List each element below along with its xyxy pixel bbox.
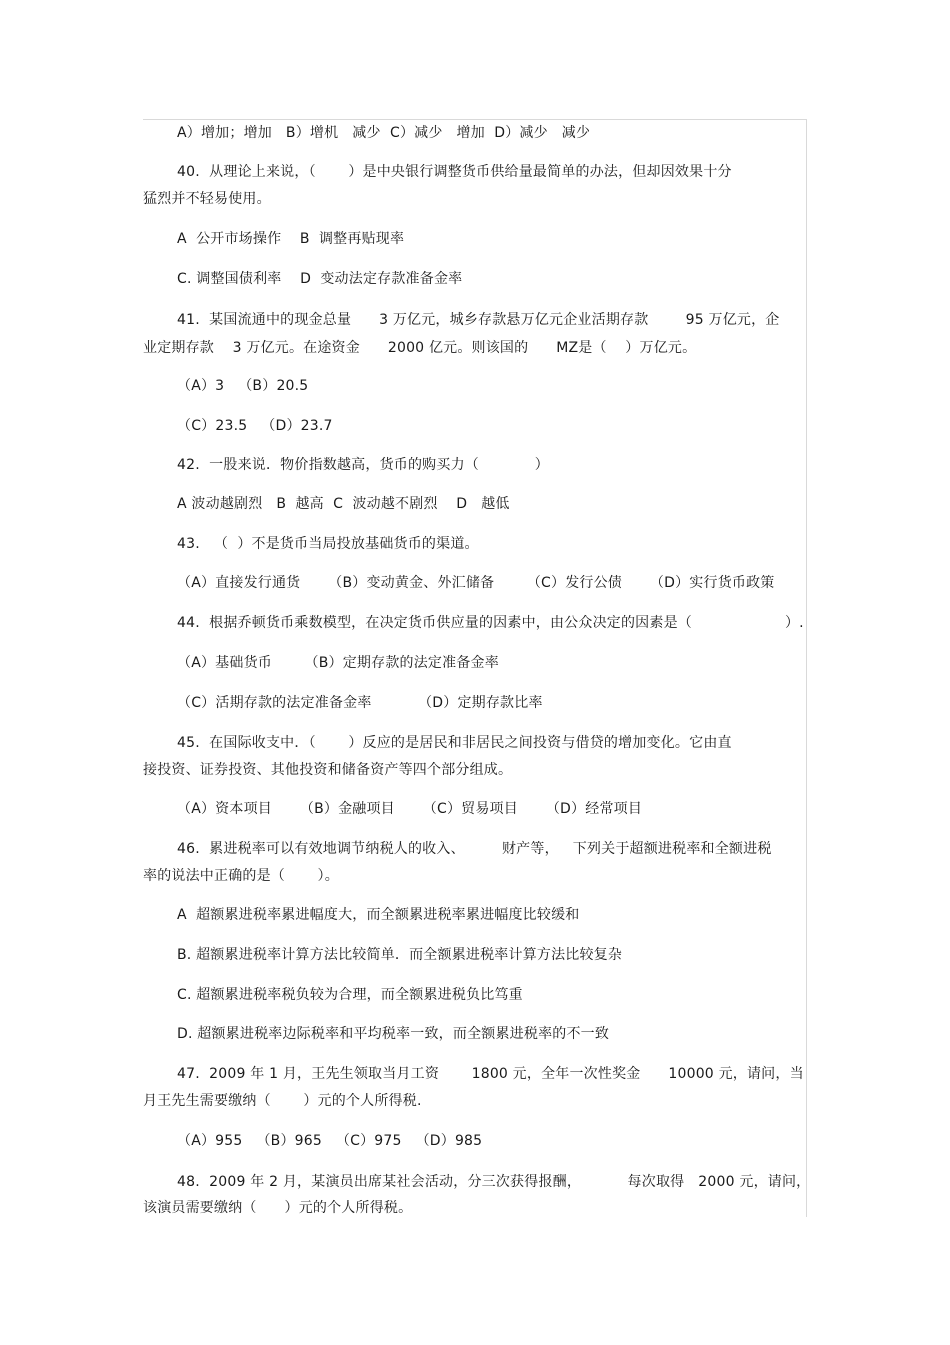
q39-options: A）增加；增加 B）增机 减少 C）减少 增加 D）减少 减少 bbox=[177, 125, 591, 141]
page-frame-right-border bbox=[806, 119, 807, 1217]
q40-options-ab: A 公开市场操作 B 调整再贴现率 bbox=[177, 231, 405, 247]
q44-options-ab: （A）基础货币 （B）定期存款的法定准备金率 bbox=[177, 655, 499, 671]
page-frame-top-border bbox=[143, 119, 807, 120]
q46-option-a: A 超额累进税率累进幅度大，而全额累进税率累进幅度比较缓和 bbox=[177, 907, 580, 923]
q46-stem-line2: 率的说法中正确的是（ ）。 bbox=[143, 868, 339, 884]
q46-option-d: D. 超额累进税率边际税率和平均税率一致，而全额累进税率的不一致 bbox=[177, 1026, 610, 1042]
q41-stem-line2: 业定期存款 3 万亿元。在途资金 2000 亿元。则该国的 MZ是（ ）万亿元。 bbox=[143, 340, 697, 356]
q48-stem-line1: 48. 2009 年 2 月，某演员出席某社会活动，分三次获得报酬， 每次取得 2000 元，请问， bbox=[177, 1174, 811, 1190]
q46-option-c: C. 超额累进税率税负较为合理，而全额累进税负比笃重 bbox=[177, 987, 523, 1003]
q43-options: （A）直接发行通货 （B）变动黄金、外汇储备 （C）发行公债 （D）实行货币政策 bbox=[177, 575, 775, 591]
q43-stem: 43. （ ）不是货币当局投放基础货币的渠道。 bbox=[177, 536, 479, 552]
q44-options-cd: （C）活期存款的法定准备金率 （D）定期存款比率 bbox=[177, 695, 543, 711]
q45-options: （A）资本项目 （B）金融项目 （C）贸易项目 （D）经常项目 bbox=[177, 801, 643, 817]
q47-stem-line2: 月王先生需要缴纳（ ）元的个人所得税. bbox=[143, 1093, 422, 1109]
q40-stem-line1: 40. 从理论上来说，（ ）是中央银行调整货币供给量最简单的办法，但却因效果十分 bbox=[177, 164, 732, 180]
q47-stem-line1: 47. 2009 年 1 月，王先生领取当月工资 1800 元，全年一次性奖金 10000 元，请问，当 bbox=[177, 1066, 804, 1082]
q42-options: A 波动越剧烈 B 越高 C 波动越不剧烈 D 越低 bbox=[177, 496, 510, 512]
q45-stem-line1: 45. 在国际收支中．（ ）反应的是居民和非居民之间投资与借贷的增加变化。它由直 bbox=[177, 735, 732, 751]
q46-option-b: B. 超额累进税率计算方法比较简单．而全额累进税率计算方法比较复杂 bbox=[177, 947, 623, 963]
q42-stem: 42. 一股来说．物价指数越高，货币的购买力（ ） bbox=[177, 457, 549, 473]
q44-stem: 44. 根据乔顿货币乘数模型，在决定货币供应量的因素中，由公众决定的因素是（ ）. bbox=[177, 615, 804, 631]
q47-options: （A）955 （B）965 （C）975 （D）985 bbox=[177, 1133, 483, 1149]
q45-stem-line2: 接投资、证券投资、其他投资和储备资产等四个部分组成。 bbox=[143, 762, 513, 778]
q46-stem-line1: 46. 累进税率可以有效地调节纳税人的收入、 财产等， 下列关于超额进税率和全额进税 bbox=[177, 841, 772, 857]
q40-options-cd: C. 调整国债利率 D 变动法定存款准备金率 bbox=[177, 271, 463, 287]
q41-options-ab: （A）3 （B）20.5 bbox=[177, 378, 309, 394]
q41-stem-line1: 41. 某国流通中的现金总量 3 万亿元，城乡存款悬万亿元企业活期存款 95 万亿元，企 bbox=[177, 312, 780, 328]
q41-options-cd: （C）23.5 （D）23.7 bbox=[177, 418, 333, 434]
q48-stem-line2: 该演员需要缴纳（ ）元的个人所得税。 bbox=[143, 1200, 413, 1216]
q40-stem-line2: 猛烈并不轻易使用。 bbox=[143, 191, 271, 207]
